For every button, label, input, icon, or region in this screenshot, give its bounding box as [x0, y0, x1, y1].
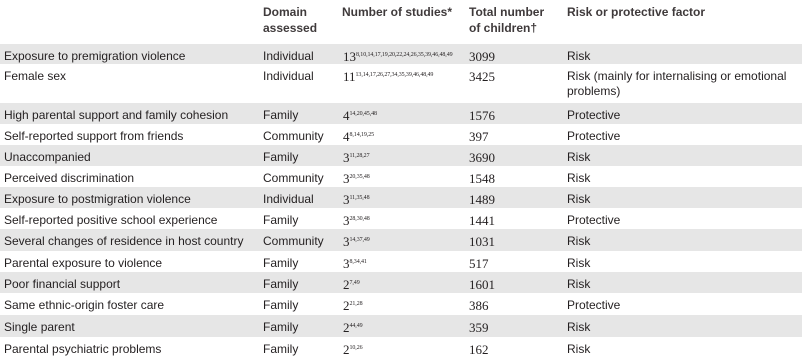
studies-cell [343, 298, 465, 313]
total-children-cell: 397 [469, 129, 489, 144]
study-count: 3 [343, 213, 350, 228]
factor-cell: High parental support and family cohesion [4, 108, 229, 122]
study-count: 4 [343, 129, 350, 144]
risk-factor-cell: Risk [567, 320, 591, 334]
studies-cell [343, 256, 465, 271]
total-children-cell: 3425 [469, 69, 495, 84]
domain-cell: Individual [263, 192, 314, 206]
header-domain-assessed: Domain assessed [263, 5, 318, 35]
factor-cell: Perceived discrimination [4, 171, 135, 185]
study-count: 3 [343, 234, 350, 249]
total-children-cell: 3690 [469, 150, 495, 165]
factor-cell: Poor financial support [4, 277, 121, 291]
domain-cell: Individual [263, 69, 314, 83]
studies-cell [343, 150, 465, 165]
table-row [0, 315, 802, 337]
table-header [0, 0, 802, 44]
risk-factor-cell: Risk (mainly for internalising or emotional problems) [567, 69, 787, 98]
table-row [0, 229, 802, 251]
factor-cell: Exposure to premigration violence [4, 49, 186, 63]
study-count: 11 [343, 69, 356, 84]
table-row [0, 64, 802, 103]
risk-factor-cell: Risk [567, 192, 591, 206]
header-total-children: Total number of children† [469, 5, 545, 35]
risk-factor-cell: Risk [567, 277, 591, 291]
domain-cell: Family [263, 277, 299, 291]
risk-factor-cell: Risk [567, 256, 591, 270]
table-row [0, 124, 802, 145]
studies-cell [343, 108, 465, 123]
factor-cell: Parental exposure to violence [4, 256, 163, 270]
study-count: 2 [343, 342, 350, 357]
total-children-cell: 517 [469, 256, 489, 271]
study-count: 2 [343, 298, 350, 313]
studies-cell [343, 342, 465, 357]
study-count: 3 [343, 256, 350, 271]
study-count: 3 [343, 150, 350, 165]
table-row [0, 272, 802, 293]
total-children-cell: 3099 [469, 49, 495, 64]
study-references: 11,35,48 [349, 195, 370, 201]
domain-cell: Family [263, 298, 299, 312]
domain-cell: Family [263, 150, 299, 164]
study-references: 8,10,14,17,19,20,22,24,26,35,39,46,48,49 [356, 52, 453, 58]
total-children-cell: 1601 [469, 277, 495, 292]
risk-factor-cell: Risk [567, 49, 591, 63]
factor-cell: Female sex [4, 69, 67, 83]
study-references: 14,20,45,48 [349, 111, 377, 117]
table-row [0, 208, 802, 229]
studies-cell [343, 234, 465, 249]
study-count: 13 [343, 49, 356, 64]
table-row [0, 145, 802, 166]
table-row [0, 166, 802, 187]
factor-cell: Several changes of residence in host country [4, 234, 244, 248]
total-children-cell: 162 [469, 342, 489, 357]
domain-cell: Family [263, 213, 299, 227]
risk-factor-cell: Risk [567, 342, 591, 356]
studies-cell [343, 192, 465, 207]
study-references: 44,49 [349, 323, 363, 329]
total-children-cell: 1489 [469, 192, 495, 207]
study-count: 3 [343, 192, 350, 207]
risk-factor-cell: Protective [567, 213, 621, 227]
risk-factor-cell: Risk [567, 234, 591, 248]
table-row [0, 337, 802, 360]
factor-cell: Self-reported support from friends [4, 129, 184, 143]
table-row [0, 251, 802, 272]
table-row [0, 103, 802, 124]
risk-factor-cell: Protective [567, 129, 621, 143]
study-references: 21,28 [349, 301, 363, 307]
header-risk-protective: Risk or protective factor [567, 5, 706, 19]
factor-cell: Unaccompanied [4, 150, 91, 164]
domain-cell: Community [263, 234, 324, 248]
table-row [0, 187, 802, 208]
total-children-cell: 1031 [469, 234, 495, 249]
study-count: 2 [343, 320, 350, 335]
risk-factor-cell: Protective [567, 298, 621, 312]
domain-cell: Family [263, 256, 299, 270]
study-count: 2 [343, 277, 350, 292]
risk-factor-cell: Protective [567, 108, 621, 122]
domain-cell: Community [263, 129, 324, 143]
table-row [0, 44, 802, 64]
studies-cell [343, 49, 465, 64]
factor-cell: Self-reported positive school experience [4, 213, 218, 227]
factor-cell: Single parent [4, 320, 75, 334]
table-row [0, 293, 802, 315]
header-number-of-studies: Number of studies* [342, 5, 453, 19]
study-references: 20,35,48 [349, 174, 370, 180]
total-children-cell: 1576 [469, 108, 495, 123]
studies-cell [343, 213, 465, 228]
studies-cell [343, 320, 465, 335]
study-count: 4 [343, 108, 350, 123]
factor-cell: Same ethnic-origin foster care [4, 298, 165, 312]
study-references: 10,26 [349, 345, 363, 351]
domain-cell: Community [263, 171, 324, 185]
domain-cell: Family [263, 342, 299, 356]
total-children-cell: 359 [469, 320, 489, 335]
risk-factor-cell: Risk [567, 150, 591, 164]
factor-cell: Exposure to postmigration violence [4, 192, 191, 206]
domain-cell: Family [263, 108, 299, 122]
study-references: 8,14,19,25 [349, 132, 375, 138]
study-references: 8,34,41 [349, 259, 367, 265]
studies-cell [343, 129, 465, 144]
study-references: 13,14,17,26,27,34,35,39,46,48,49 [355, 72, 434, 78]
factor-cell: Parental psychiatric problems [4, 342, 162, 356]
domain-cell: Family [263, 320, 299, 334]
domain-cell: Individual [263, 49, 314, 63]
study-references: 28,30,48 [349, 216, 370, 222]
study-count: 3 [343, 171, 350, 186]
study-references: 11,28,27 [349, 153, 370, 159]
total-children-cell: 1441 [469, 213, 495, 228]
study-references: 14,37,49 [349, 237, 370, 243]
studies-cell [343, 171, 465, 186]
study-references: 7,49 [349, 280, 360, 286]
studies-cell [343, 277, 465, 292]
total-children-cell: 1548 [469, 171, 495, 186]
risk-factor-cell: Risk [567, 171, 591, 185]
total-children-cell: 386 [469, 298, 489, 313]
studies-cell [343, 69, 465, 84]
